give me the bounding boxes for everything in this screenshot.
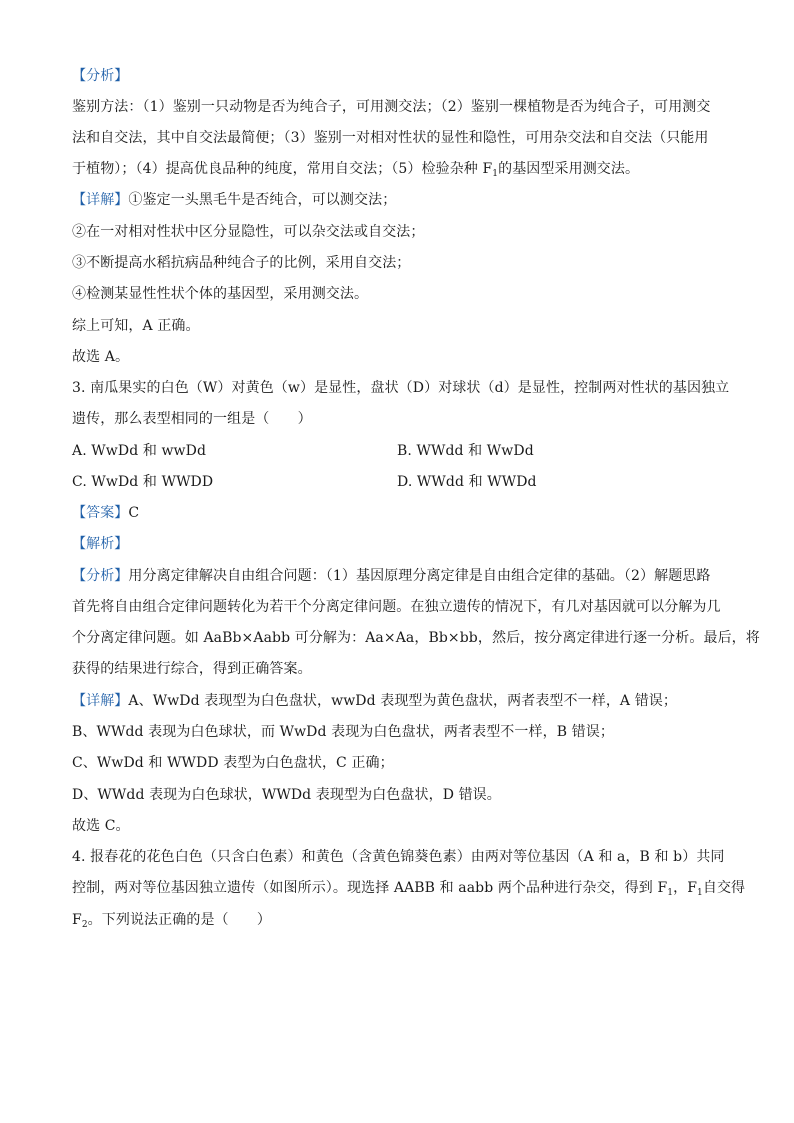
text-span: 控制，两对等位基因独立遗传（如图所示）。现选择 AABB 和 aabb 两个品种进行杂交，得到 F (72, 880, 668, 896)
question-3-stem: 遗传，那么表型相同的一组是（ ） (72, 411, 312, 427)
analysis-line (72, 566, 732, 586)
detail-tag: 【详解】 (72, 192, 129, 208)
text-span: 的基因型采用测交法。 (498, 161, 640, 177)
paragraph-line: 法和自交法，其中自交法最简便；（3）鉴别一对相对性状的显性和隐性，可用杂交法和自交法（只能用 (72, 130, 709, 146)
detail-line (72, 190, 732, 210)
paragraph-line: 综上可知，A 正确。 (72, 318, 200, 334)
paragraph-line: C、WwDd 和 WWDD 表型为白色盘状，C 正确； (72, 755, 394, 771)
paragraph-line: 鉴别方法：（1）鉴别一只动物是否为纯合子，可用测交法；（2）鉴别一棵植物是否为纯合子，可用测交 (72, 99, 711, 115)
paragraph-line: B、WWdd 表现为白色球状，而 WwDd 表现为白色盘状，两者表型不一样，B 错误； (72, 724, 614, 740)
answer-value: C (128, 505, 140, 521)
text-span: F (72, 912, 82, 928)
question-4-stem: 4. 报春花的花色白色（只含白色素）和黄色（含黄色锦葵色素）由两对等位基因（A 和 a，B 和 b）共同 (72, 849, 725, 865)
detail-line (72, 691, 732, 711)
paragraph-line: 故选 A。 (72, 349, 130, 365)
paragraph-line: 个分离定律问题。如 AaBb×Aabb 可分解为：Aa×Aa，Bb×bb，然后，按分离定律进行逐一分析。最后，将 (72, 630, 760, 646)
text-span: A、WwDd 表现型为白色盘状，wwDd 表现型为黄色盘状，两者表型不一样，A 错误； (128, 693, 677, 709)
paragraph-line: 首先将自由组合定律问题转化为若干个分离定律问题。在独立遗传的情况下，有几对基因就可以分解为几 (72, 599, 721, 615)
option-b: B. WWdd 和 WwDd (397, 443, 534, 459)
detail-tag: 【详解】 (72, 693, 129, 709)
text-span: 用分离定律解决自由组合问题：（1）基因原理分离定律是自由组合定律的基础。（2）解题思路 (128, 568, 711, 584)
answer-line (72, 503, 732, 523)
paragraph-line: ②在一对相对性状中区分显隐性，可以杂交法或自交法； (72, 224, 425, 240)
answer-tag: 【答案】 (72, 505, 129, 521)
option-d: D. WWdd 和 WWDd (397, 474, 537, 490)
question-4-stem (72, 878, 746, 898)
subscript: 1 (667, 888, 674, 898)
analysis-heading: 【分析】 (72, 68, 129, 84)
question-4-stem (72, 910, 732, 930)
text-span: 。下列说法正确的是（ ） (87, 912, 271, 928)
text-span: ，F (673, 880, 698, 896)
subscript: 2 (81, 920, 88, 930)
question-3-stem: 3. 南瓜果实的白色（W）对黄色（w）是显性，盘状（D）对球状（d）是显性，控制两对性状的基因独立 (72, 380, 730, 396)
text-span: 自交得 (702, 880, 746, 896)
paragraph-line (72, 159, 732, 179)
option-a: A. WwDd 和 wwDd (72, 443, 207, 459)
text-span: 于植物）；（4）提高优良品种的纯度，常用自交法；（5）检验杂种 F (72, 161, 493, 177)
text-span: ①鉴定一头黑毛牛是否纯合，可以测交法； (128, 192, 397, 208)
paragraph-line: D、WWdd 表现为白色球状，WWDd 表现型为白色盘状，D 错误。 (72, 787, 501, 803)
paragraph-line: ③不断提高水稻抗病品种纯合子的比例，采用自交法； (72, 255, 411, 271)
paragraph-line: 获得的结果进行综合，得到正确答案。 (72, 661, 312, 677)
subscript: 1 (492, 169, 499, 179)
option-c: C. WwDd 和 WWDD (72, 474, 214, 490)
explanation-heading: 【解析】 (72, 536, 129, 552)
paragraph-line: 故选 C。 (72, 818, 130, 834)
subscript: 1 (697, 888, 703, 898)
paragraph-line: ④检测某显性性状个体的基因型，采用测交法。 (72, 286, 369, 302)
analysis-tag: 【分析】 (72, 568, 129, 584)
